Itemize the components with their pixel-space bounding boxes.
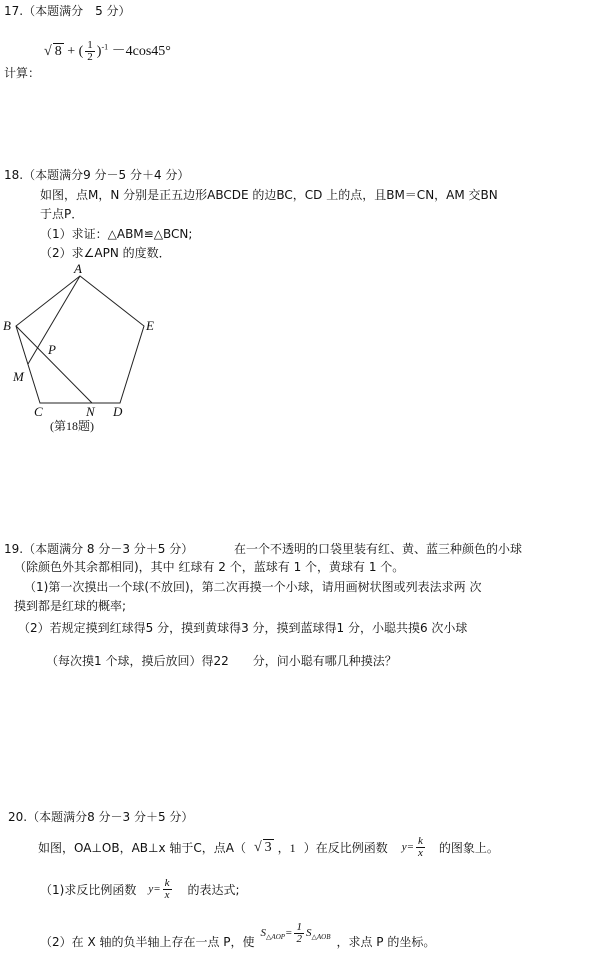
q20-part1-func: y= $\frac{k}{x}$ bbox=[148, 877, 170, 901]
label-C: C bbox=[34, 404, 43, 419]
q20-part1-a: （1)求反比例函数 bbox=[40, 883, 137, 897]
q18-body-line1: 如图，点M，N 分别是正五边形ABCDE 的边BC，CD 上的点，且BM＝CN，AM 交BN bbox=[40, 188, 498, 202]
q17-tail: －4cos45° bbox=[111, 44, 171, 59]
q20-line1 bbox=[38, 836, 499, 859]
q17-sqrt-content: 8 bbox=[54, 44, 62, 59]
q18-part1: （1）求证：△ABM≌△BCN; bbox=[40, 227, 193, 241]
q20-line1-func: y= $\frac{k}{x}$ bbox=[401, 835, 423, 859]
q17-paren-close: ) bbox=[96, 44, 102, 59]
q20-header: 20.（本题满分8 分－3 分＋5 分） bbox=[8, 810, 194, 824]
q18-body-line2: 于点P． bbox=[40, 207, 84, 221]
label-E: E bbox=[146, 318, 154, 333]
q19-line5: （2）若规定摸到红球得5 分，摸到黄球得3 分，摸到蓝球得1 分，小聪共摸6 次小球 bbox=[18, 621, 468, 635]
q20-line1-a: 如图，OA⊥OB，AB⊥x 轴于C，点A（ bbox=[38, 841, 246, 855]
q20-part1-b: 的表达式; bbox=[187, 883, 240, 897]
q20-part2 bbox=[40, 921, 436, 953]
q17-fraction: $\frac{1}{2}$ bbox=[87, 39, 93, 64]
label-M: M bbox=[13, 369, 24, 384]
segment-BN bbox=[16, 326, 92, 403]
q19-intro: 在一个不透明的口袋里装有红、黄、蓝三种颜色的小球 bbox=[234, 542, 523, 556]
q19-line2: （除颜色外其余都相同)，其中 红球有 2 个，蓝球有 1 个，黄球有 1 个。 bbox=[14, 560, 405, 574]
q20-part2-b: ，求点 P 的坐标。 bbox=[336, 935, 436, 949]
label-D: D bbox=[113, 404, 123, 419]
pentagon-outline bbox=[16, 276, 144, 403]
q17-header: 17.（本题满分 5 分） bbox=[4, 4, 131, 18]
q19-line3: （1)第一次摸出一个球(不放回)，第二次再摸一个小球，请用画树状图或列表法求两 次 bbox=[24, 580, 482, 594]
q18-part2: （2）求∠APN 的度数． bbox=[40, 246, 171, 260]
q17-prefix: 计算： bbox=[4, 66, 41, 80]
q19-line4: 摸到都是红球的概率; bbox=[14, 599, 127, 613]
label-P: P bbox=[48, 342, 56, 357]
q20-part1 bbox=[40, 878, 240, 901]
q17-exponent: -1 bbox=[101, 42, 109, 52]
q20-part2-formula: $S_{\triangle AOP}=$ $\frac{1}{2}$ $S_{\triangle AOB}$ bbox=[260, 921, 331, 945]
q20-line1-b: ，1 bbox=[277, 841, 296, 855]
label-N: N bbox=[86, 404, 95, 419]
q17-plus: + bbox=[67, 44, 76, 59]
q20-line1-d: 的图象上。 bbox=[438, 841, 499, 855]
figure-caption: (第18题) bbox=[50, 419, 94, 433]
q18-header: 18.（本题满分9 分－5 分＋4 分） bbox=[4, 168, 190, 182]
q20-sqrt: √ 3 bbox=[253, 840, 272, 855]
q20-part2-a: （2）在 X 轴的负半轴上存在一点 P，使 bbox=[40, 935, 255, 949]
q17-expression: √ 8 + ( $\frac{1}{2}$ )$^{-1}$ －4cos45° bbox=[44, 39, 171, 64]
q19-line6: （每次摸1 个球，摸后放回）得22 分，问小聪有哪几种摸法？ bbox=[46, 654, 397, 668]
label-A: A bbox=[74, 262, 82, 276]
q18-pentagon-figure bbox=[0, 262, 170, 434]
q17-paren-open: ( bbox=[78, 44, 84, 59]
q20-line1-c: ）在反比例函数 bbox=[303, 841, 388, 855]
label-B: B bbox=[3, 318, 11, 333]
q19-header: 19.（本题满分 8 分－3 分＋5 分） bbox=[4, 542, 194, 556]
